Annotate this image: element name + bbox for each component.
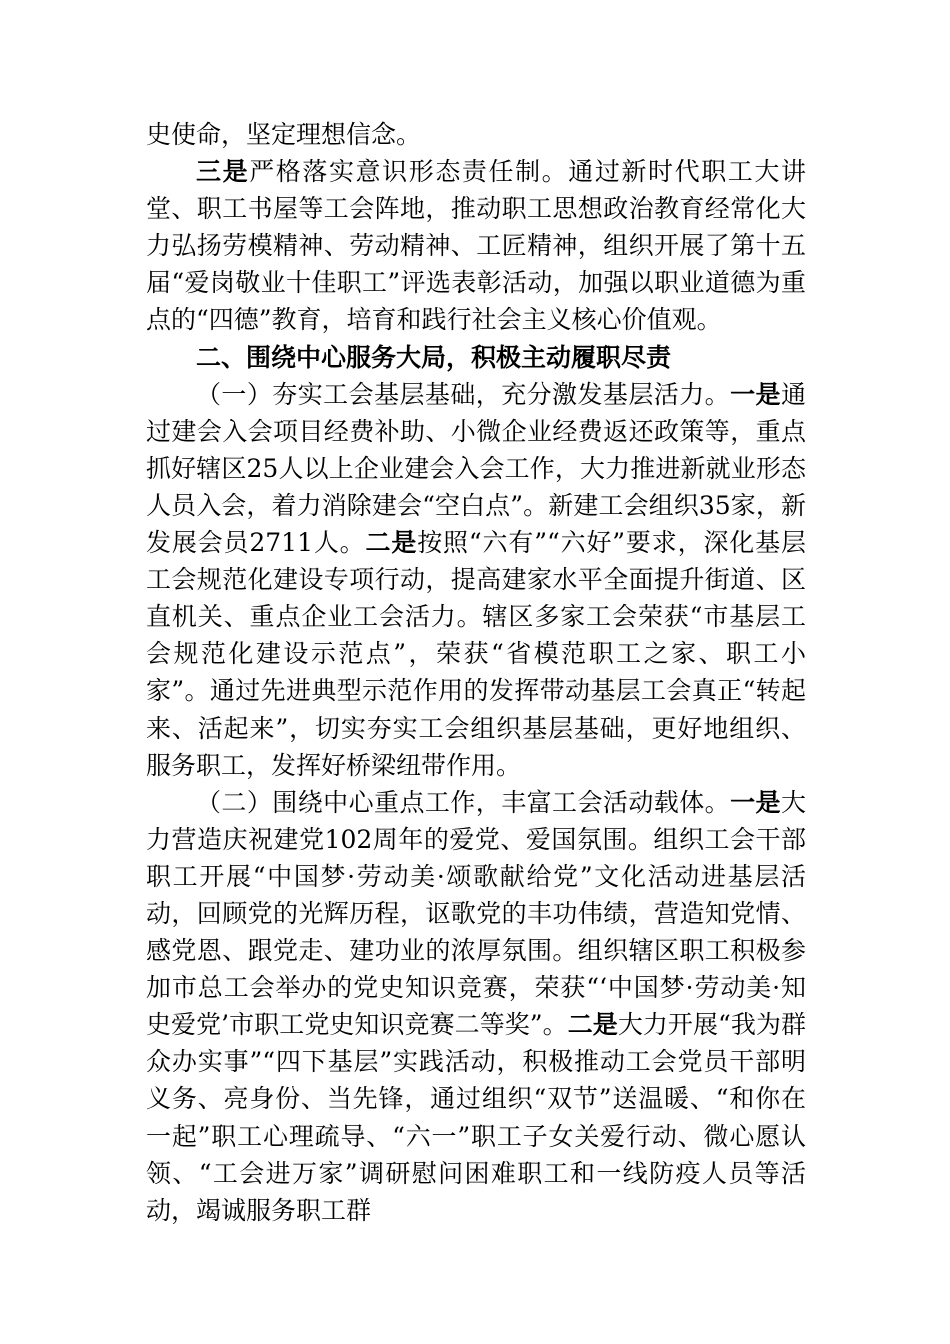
paragraph-text: 通过建会入会项目经费补助、小微企业经费返还政策等，重点抓好辖区25人以上企业建会入会工作，大力推进新就业形态人员入会，着力消除建会“空白点”。新建工会组织35家，新发展会员2711人。	[146, 379, 806, 558]
paragraph-text: 按照“六有”“六好”要求，深化基层工会规范化建设专项行动，提高建家水平全面提升街道、区直机关、重点企业工会活力。辖区多家工会荣获“市基层工会规范化建设示范点”，荣获“省模范职工之家、职工小家”。通过先进典型示范作用的发挥带动基层工会真正“转起来、活起来”，切实夯实工会组织基层基础，更好地组织、服务职工，发挥好桥梁纽带作用。	[146, 528, 806, 780]
subsection-two	[146, 784, 806, 1229]
paragraph-continuation	[146, 116, 806, 153]
lead-phrase: 一是	[730, 379, 781, 409]
lead-phrase: 二是	[567, 1010, 618, 1040]
lead-phrase: 二是	[365, 528, 418, 558]
document-page	[146, 116, 806, 1229]
paragraph-text: 严格落实意识形态责任制。通过新时代职工大讲堂、职工书屋等工会阵地，推动职工思想政治教育经常化大力弘扬劳模精神、劳动精神、工匠精神，组织开展了第十五届“爱岗敬业十佳职工”评选表彰活动，加强以职业道德为重点的“四德”教育，培育和践行社会主义核心价值观。	[146, 157, 806, 335]
paragraph-text: 大力开展“我为群众办实事”“四下基层”实践活动，积极推动工会党员干部明义务、亮身份、当先锋，通过组织“双节”送温暖、“和你在一起”职工心理疏导、“六一”职工子女关爱行动、微心愿认领、“工会进万家”调研慰问困难职工和一线防疫人员等活动，竭诚服务职工群	[146, 1010, 806, 1225]
lead-phrase: 三是	[196, 157, 250, 187]
paragraph-three	[146, 153, 806, 338]
section-heading: 二、围绕中心服务大局，积极主动履职尽责	[196, 342, 672, 372]
paragraph-text: 大力营造庆祝建党102周年的爱党、爱国氛围。组织工会干部职工开展“中国梦·劳动美·颂歌献给党”文化活动进基层活动，回顾党的光辉历程，讴歌党的丰功伟绩，营造知党情、感党恩、跟党走、建功业的浓厚氛围。组织辖区职工积极参加市总工会举办的党史知识竞赛，荣获“‘中国梦·劳动美·知史爱党’市职工党史知识竞赛二等奖”。	[146, 787, 806, 1040]
paragraph-text: 史使命，坚定理想信念。	[146, 120, 422, 149]
subsection-title: （一）夯实工会基层基础，充分激发基层活力。	[196, 379, 731, 409]
subsection-one	[146, 376, 806, 784]
subsection-title: （二）围绕中心重点工作，丰富工会活动载体。	[196, 787, 731, 817]
lead-phrase: 一是	[730, 787, 781, 817]
